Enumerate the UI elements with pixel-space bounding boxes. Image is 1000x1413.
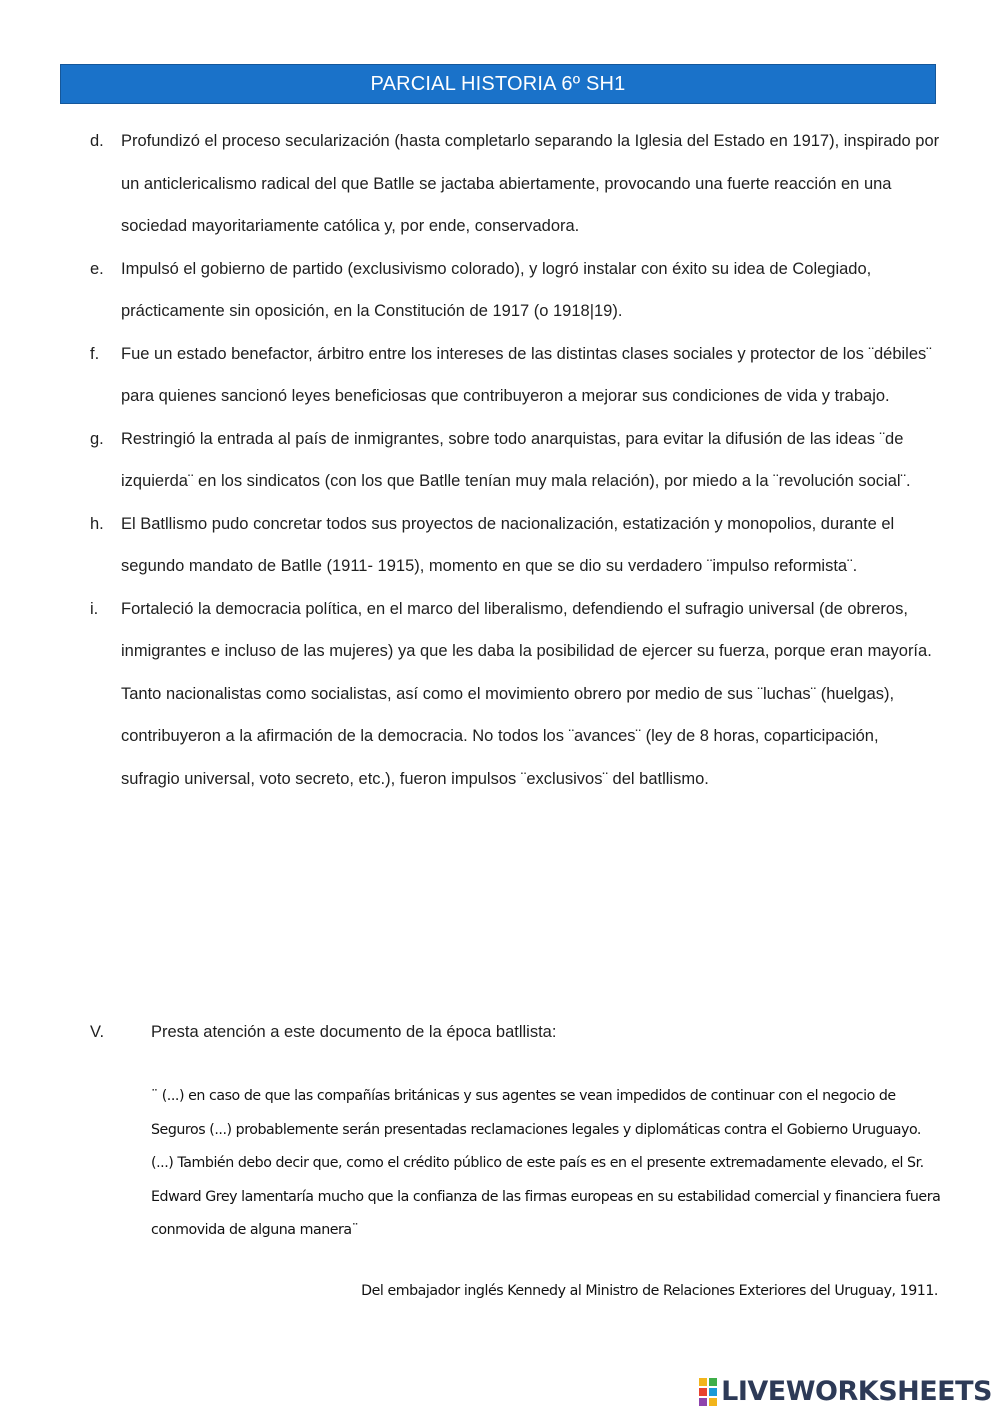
list-item-h xyxy=(90,503,940,588)
item-list xyxy=(90,120,940,800)
watermark xyxy=(699,1376,992,1407)
historical-quote: ¨ (...) en caso de que las compañías británicas y sus agentes se vean impedidos de continuar con el negocio de Seguros (...) probablemente serán presentadas reclamaciones legales y diplomáticas contra el Gobierno Uruguayo. (...) También debo decir que, como el crédito público de este país es en el presente extremadamente elevado, el Sr. Edward Grey lamentaría mucho que la confianza de las firmas europeas en su estabilidad comercial y financiera fuera conmovida de alguna manera¨ xyxy=(151,1088,941,1238)
list-item-d xyxy=(90,120,940,248)
quote-citation: Del embajador inglés Kennedy al Ministro de Relaciones Exteriores del Uruguay, 1911. xyxy=(361,1283,938,1299)
item-letter: e. xyxy=(90,259,104,278)
item-letter: h. xyxy=(90,514,104,533)
item-text: Fortaleció la democracia política, en el marco del liberalismo, defendiendo el sufragio universal (de obreros, inmigrantes e incluso de las mujeres) ya que les daba la posibilidad de ejercer su fuerza, porque eran mayoría. Tanto nacionalistas como socialistas, así como el movimiento obrero por medio de sus ¨luchas¨ (huelgas), contribuyeron a la afirmación de la democracia. No todos los ¨avances¨ (ley de 8 horas, coparticipación, sufragio universal, voto secreto, etc.), fueron impulsos ¨exclusivos¨ del batllismo. xyxy=(121,599,932,788)
watermark-text: LIVEWORKSHEETS xyxy=(721,1376,992,1407)
item-letter: f. xyxy=(90,344,100,363)
logo-cell xyxy=(699,1398,707,1406)
liveworksheets-logo-icon xyxy=(699,1378,717,1406)
logo-cell xyxy=(699,1388,707,1396)
logo-cell xyxy=(709,1378,717,1386)
logo-cell xyxy=(709,1388,717,1396)
page-title: PARCIAL HISTORIA 6º SH1 xyxy=(370,72,626,95)
list-item-g xyxy=(90,418,940,503)
list-item-f xyxy=(90,333,940,418)
item-text: Profundizó el proceso secularización (hasta completarlo separando la Iglesia del Estado en 1917), inspirado por un anticlericalismo radical del que Batlle se jactaba abiertamente, provocando una fuerte reacción en una sociedad mayoritariamente católica y, por ende, conservadora. xyxy=(121,132,940,235)
item-text: Restringió la entrada al país de inmigrantes, sobre todo anarquistas, para evitar la difusión de las ideas ¨de izquierda¨ en los sindicatos (con los que Batlle tenían muy mala relación), por miedo a la ¨revolución social¨. xyxy=(121,429,911,490)
list-item-i xyxy=(90,588,940,801)
logo-cell xyxy=(709,1398,717,1406)
list-item-e xyxy=(90,248,940,333)
item-letter: i. xyxy=(90,599,99,618)
section-number: V. xyxy=(90,1023,105,1041)
item-text: El Batllismo pudo concretar todos sus proyectos de nacionalización, estatización y monopolios, durante el segundo mandato de Batlle (1911- 1915), momento en que se dio su verdadero ¨impulso reformista¨. xyxy=(121,514,895,575)
item-letter: g. xyxy=(90,429,104,448)
item-text: Fue un estado benefactor, árbitro entre los intereses de las distintas clases sociales y protector de los ¨débiles¨ para quienes sancionó leyes beneficiosas que contribuyeron a mejorar sus condiciones de vida y trabajo. xyxy=(121,344,932,405)
item-letter: d. xyxy=(90,132,104,150)
logo-cell xyxy=(699,1378,707,1386)
item-text: Impulsó el gobierno de partido (exclusivismo colorado), y logró instalar con éxito su idea de Colegiado, prácticamente sin oposición, en la Constitución de 1917 (o 1918|19). xyxy=(121,259,872,320)
section-prompt: Presta atención a este documento de la época batllista: xyxy=(151,1023,557,1041)
header-bar xyxy=(60,64,936,104)
